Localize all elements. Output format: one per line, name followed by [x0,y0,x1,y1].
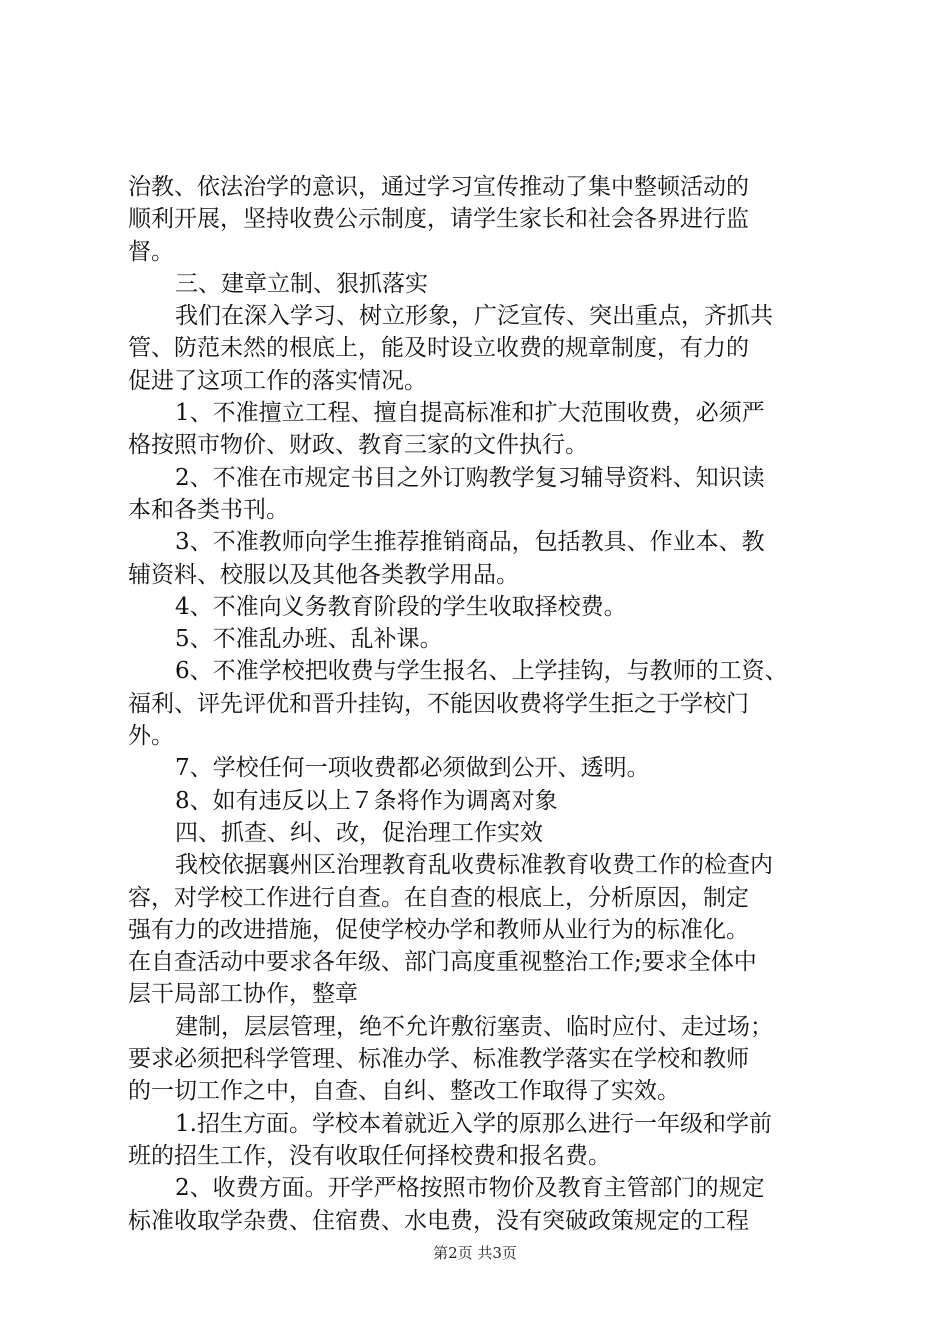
text-line: 促进了这项工作的落实情况。 [128,367,427,394]
text-line: 层干局部工协作，整章 [128,981,358,1008]
text-line: 1.招生方面。学校本着就近入学的原那么进行一年级和学前 [175,1110,772,1137]
text-line: 1、不准擅立工程、擅自提高标准和扩大范围收费，必须严 [175,400,765,427]
document-body [128,171,833,1237]
text-line: 班的招生工作，没有收取任何择校费和报名费。 [128,1142,611,1169]
text-line: 辅资料、校服以及其他各类教学用品。 [128,561,519,588]
text-line: 6、不准学校把收费与学生报名、上学挂钩，与教师的工资、 [175,658,788,685]
text-line: 外。 [128,723,174,750]
text-line: 顺利开展，坚持收费公示制度，请学生家长和社会各界进行监 [128,206,749,233]
text-line: 我校依据襄州区治理教育乱收费标准教育收费工作的检查内 [175,852,773,879]
text-line: 福利、评先评优和晋升挂钩，不能因收费将学生拒之于学校门 [128,690,749,717]
text-line: 8、如有违反以上７条将作为调离对象 [175,787,558,814]
text-line: 治教、依法治学的意识，通过学习宣传推动了集中整顿活动的 [128,174,749,200]
text-line: 督。 [128,238,174,265]
text-line: 强有力的改进措施，促使学校办学和教师从业行为的标准化。 [128,916,749,943]
text-line: 在自查活动中要求各年级、部门高度重视整治工作;要求全体中 [128,949,757,976]
text-line: 四、抓查、纠、改，促治理工作实效 [175,819,543,846]
text-line: 我们在深入学习、树立形象，广泛宣传、突出重点，齐抓共 [175,303,773,330]
text-line: 管、防范未然的根底上，能及时设立收费的规章制度，有力的 [128,335,749,362]
text-line: 的一切工作之中，自查、自纠、整改工作取得了实效。 [128,1078,680,1105]
text-line: 格按照市物价、财政、教育三家的文件执行。 [128,432,588,459]
text-line: 建制，层层管理，绝不允许敷衍塞责、临时应付、走过场； [175,1013,773,1040]
text-line: 4、不准向义务教育阶段的学生收取择校费。 [175,593,627,620]
text-line: 2、收费方面。开学严格按照市物价及教育主管部门的规定 [175,1175,765,1202]
text-line: 要求必须把科学管理、标准办学、标准教学落实在学校和教师 [128,1046,749,1073]
text-line: 2、不准在市规定书目之外订购教学复习辅导资料、知识读 [175,464,765,491]
text-line: 三、建章立制、狠抓落实 [175,270,428,297]
text-line: 标准收取学杂费、住宿费、水电费，没有突破政策规定的工程 [128,1207,749,1234]
page-footer: 第2页 共3页 [433,1244,517,1262]
text-line: 3、不准教师向学生推荐推销商品，包括教具、作业本、教 [175,529,765,556]
text-line: 5、不准乱办班、乱补课。 [175,626,443,653]
text-line: 容，对学校工作进行自查。在自查的根底上，分析原因，制定 [128,884,749,911]
text-line: 7、学校任何一项收费都必须做到公开、透明。 [175,755,650,782]
text-line: 本和各类书刊。 [128,496,289,523]
